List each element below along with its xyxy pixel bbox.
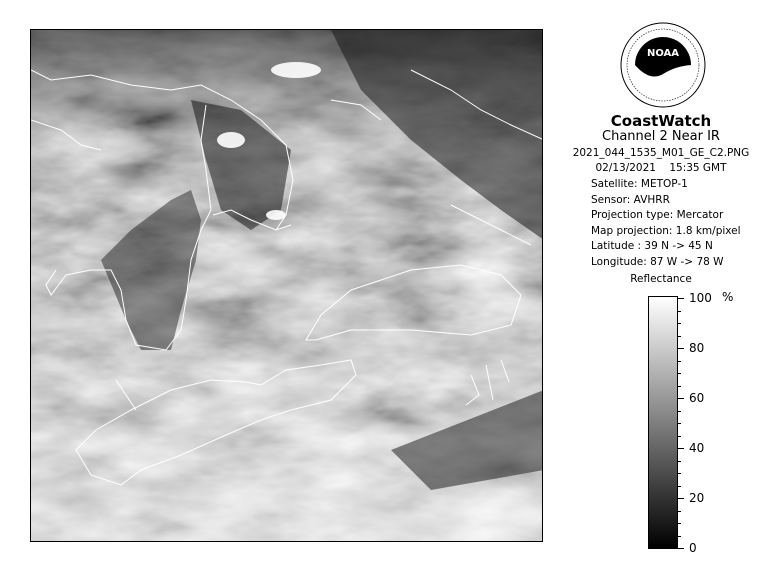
channel-label: Channel 2 Near IR [602, 129, 720, 144]
colorbar-tick-label: 40 [689, 441, 705, 455]
colorbar-tick-label: 80 [689, 341, 705, 355]
colorbar-unit: % [722, 290, 734, 304]
colorbar-minor-tick [678, 323, 681, 324]
colorbar [648, 296, 678, 549]
longitude-label: Longitude: 87 W -> 78 W [591, 255, 724, 268]
date-text: 02/13/2021 [595, 162, 656, 174]
colorbar-minor-tick [678, 523, 681, 524]
snow-patch [271, 62, 321, 78]
noaa-logo [620, 22, 706, 108]
map-svg [31, 30, 543, 542]
datetime-label [548, 162, 774, 174]
colorbar-title: Reflectance [630, 273, 692, 285]
map-projection-label: Map projection: 1.8 km/pixel [591, 224, 741, 237]
colorbar-minor-tick [678, 461, 681, 462]
colorbar-minor-tick [678, 361, 681, 362]
colorbar-minor-tick [678, 423, 681, 424]
filename-label: 2021_044_1535_M01_GE_C2.PNG [572, 147, 750, 159]
colorbar-minor-tick [678, 436, 681, 437]
colorbar-minor-tick [678, 473, 681, 474]
noaa-logo-svg [620, 22, 706, 108]
colorbar-tick-label: 100 [689, 291, 712, 305]
projection-type-label: Projection type: Mercator [591, 209, 724, 221]
colorbar-minor-tick [678, 373, 681, 374]
latitude-label: Latitude : 39 N -> 45 N [591, 240, 713, 252]
colorbar-tick [678, 448, 684, 449]
satellite-map [30, 29, 543, 542]
sensor-label: Sensor: AVHRR [591, 193, 670, 206]
colorbar-minor-tick [678, 536, 681, 537]
colorbar-minor-tick [678, 486, 681, 487]
colorbar-minor-tick [678, 311, 681, 312]
svg-text:NOAA: NOAA [646, 48, 680, 59]
colorbar-tick [678, 548, 684, 549]
colorbar-tick [678, 498, 684, 499]
product-title: CoastWatch [610, 112, 712, 130]
colorbar-tick-label: 0 [689, 541, 697, 555]
colorbar-minor-tick [678, 411, 681, 412]
colorbar-minor-tick [678, 336, 681, 337]
colorbar-minor-tick [678, 511, 681, 512]
colorbar-tick [678, 298, 684, 299]
snow-patch [266, 210, 286, 220]
colorbar-tick [678, 398, 684, 399]
metadata-list [591, 177, 741, 270]
colorbar-minor-tick [678, 386, 681, 387]
colorbar-tick-label: 60 [689, 391, 705, 405]
colorbar-tick-label: 20 [689, 491, 705, 505]
satellite-label: Satellite: METOP-1 [591, 178, 688, 190]
time-text: 15:35 GMT [669, 162, 727, 174]
snow-patch [217, 132, 245, 148]
colorbar-tick [678, 348, 684, 349]
